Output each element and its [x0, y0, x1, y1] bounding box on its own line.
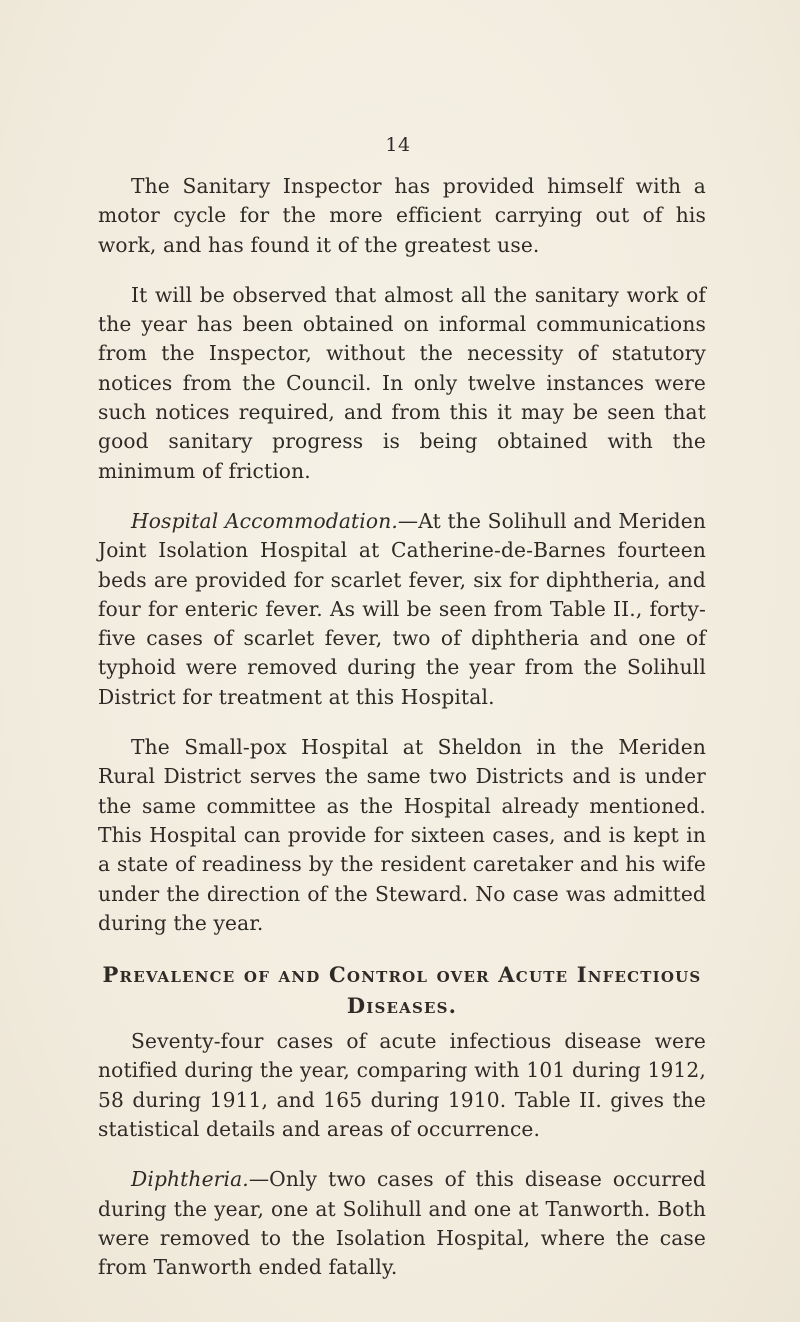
hospital-accommodation-title: Hospital Accommodation.: [131, 508, 398, 533]
diphtheria-title: Diphtheria.: [131, 1167, 249, 1192]
paragraph-hospital-accommodation: [98, 507, 706, 712]
body-text: [98, 172, 706, 1304]
hospital-accommodation-body: —At the Solihull and Meriden Joint Isolation Hospital at Catherine-de-Barnes fourteen beds are provided for scarlet fever, six for diphtheria, and four for enteric fever. As will be seen from Table II., forty-five cases of scarlet fever, two of diphtheria and one of typhoid were removed during the year from the Solihull District for treatment at this Hospital.: [98, 508, 706, 709]
paragraph-motor-cycle: The Sanitary Inspector has provided himself with a motor cycle for the more efficient carrying out of his work, and has found it of the greatest use.: [98, 174, 706, 257]
section-heading-line-2: Diseases.: [346, 993, 458, 1019]
diphtheria-body: —Only two cases of this disease occurred during the year, one at Solihull and one at Tanworth. Both were removed to the Isolation Hospital, where the case from Tanworth ended fatally.: [98, 1167, 706, 1280]
page-number: 14: [385, 134, 411, 156]
paragraph-infectious-cases: Seventy-four cases of acute infectious disease were notified during the year, comparing with 101 during 1912, 58 during 1911, and 165 during 1910. Table II. gives the statistical details and areas of occurrence.: [98, 1029, 706, 1142]
paragraph-diphtheria: [98, 1165, 706, 1282]
paragraph-small-pox-hospital: The Small-pox Hospital at Sheldon in the Meriden Rural District serves the same two Districts and is under the same committee as the Hospital already mentioned. This Hospital can provide for sixteen cases, and is kept in a state of readiness by the resident caretaker and his wife under the direction of the Steward. No case was admitted during the year.: [98, 735, 706, 935]
paragraph-informal-communications: It will be observed that almost all the sanitary work of the year has been obtained on informal communications from the Inspector, without the necessity of statutory notices from the Council. In only twelve instances were such notices required, and from this it may be seen that good sanitary progress is being obtained with the minimum of friction.: [98, 282, 706, 483]
section-heading-line-1: Prevalence of and Control over Acute Infectious: [102, 962, 702, 988]
section-heading: [98, 959, 706, 1021]
